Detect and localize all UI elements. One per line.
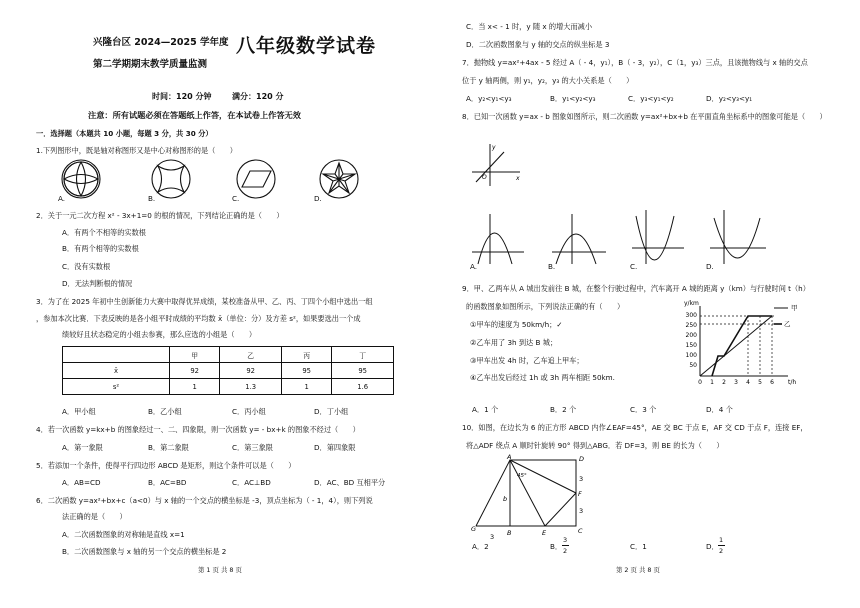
ytick: 50 <box>689 362 697 369</box>
table-cell: x̄ <box>63 363 170 379</box>
q10-option-c: C．1 <box>630 542 647 551</box>
q9-line-jia <box>700 316 772 376</box>
q10-label-a: A <box>507 453 512 461</box>
q10-option-d-bar <box>718 545 725 546</box>
q9-statement-1: ①甲车的速度为 50km/h；✓ <box>470 320 563 329</box>
q9-legend-jia: 甲 <box>791 304 798 312</box>
q10-label-g: G <box>471 525 477 533</box>
q6-option-c: C．当 x< - 1 时，y 随 x 的增大而减小 <box>466 22 593 31</box>
table-row <box>63 379 394 395</box>
q2-stem: 2．关于一元二次方程 x² - 3x+1=0 的根的情况，下列结论正确的是（ ） <box>36 211 284 220</box>
q4-stem: 4．若一次函数 y=kx+b 的图象经过一、二、四象限，则一次函数 y= - bx+k 的图象不经过（ ） <box>36 425 360 434</box>
q10-label-small-b: b <box>503 495 508 503</box>
q6-line2: 法正确的是（ ） <box>62 512 127 521</box>
ytick: 250 <box>685 322 697 329</box>
q4-option-c: C．第三象限 <box>232 443 273 452</box>
q10-label-b: B <box>507 529 512 537</box>
q9-xlabel: t/h <box>788 379 797 386</box>
q10-option-a: A．2 <box>472 542 489 551</box>
q6-option-b: B．二次函数图象与 x 轴的另一个交点的横坐标是 2 <box>62 547 227 556</box>
q7-option-b: B．y₁<y₂<y₃ <box>550 94 596 103</box>
q9-legend-yi: 乙 <box>784 320 791 328</box>
svg-text:x: x <box>516 175 520 182</box>
q4-option-a: A．第一象限 <box>62 443 103 452</box>
q4-option-b: B．第二象限 <box>148 443 189 452</box>
q7-line2: 位于 y 轴两侧，则 y₁，y₂，y₃ 的大小关系是（ ） <box>462 76 634 85</box>
q1-option-a: A. <box>58 194 66 203</box>
q7-option-d: D．y₂<y₃<y₁ <box>706 94 753 103</box>
ytick: 300 <box>685 312 697 319</box>
table-cell: 甲 <box>170 347 220 363</box>
q1-figure-b <box>152 160 190 198</box>
table-cell: 95 <box>332 363 394 379</box>
table-cell <box>63 347 170 363</box>
q8-graph-c <box>632 210 684 264</box>
q2-option-b: B．有两个相等的实数根 <box>62 244 139 253</box>
q7-line1: 7．抛物线 y=ax²+4ax - 5 经过 A（ - 4，y₁），B（ - 3，y₂），C（1，y₃）三点，且该抛物线与 x 轴的交点 <box>462 58 808 67</box>
q9-option-c: C．3 个 <box>630 405 657 414</box>
q9-option-a: A．1 个 <box>472 405 499 414</box>
q5-stem: 5．若添加一个条件，使得平行四边形 ABCD 是矩形，则这个条件可以是（ ） <box>36 461 296 470</box>
q8-graph-b <box>552 214 606 264</box>
table-cell: 丙 <box>281 347 331 363</box>
table-cell: 95 <box>281 363 331 379</box>
table-cell: 乙 <box>220 347 282 363</box>
xtick: 0 <box>698 379 702 386</box>
q8-line-graph <box>470 142 522 188</box>
q10-option-d-den: 2 <box>719 547 724 555</box>
q6-line1: 6．二次函数 y=ax²+bx+c（a<0）与 x 轴的一个交点的横坐标是 -3，顶点坐标为（ - 1，4），则下列说 <box>36 496 373 505</box>
q10-label-3c: 3 <box>579 507 584 515</box>
table-row <box>63 363 394 379</box>
xtick: 1 <box>710 379 714 386</box>
xtick: 6 <box>770 379 774 386</box>
q3-line3: 绩较好且状态稳定的小组去参赛，那么应选的小组是（ ） <box>62 330 257 339</box>
q5-option-d: D．AC、BD 互相平分 <box>314 478 386 487</box>
q1-option-b: B. <box>148 194 156 203</box>
xtick: 5 <box>758 379 762 386</box>
q8-option-d: D. <box>706 262 714 271</box>
ytick: 200 <box>685 332 697 339</box>
q9-line-yi <box>712 316 772 376</box>
q5-option-a: A．AB=CD <box>62 478 101 487</box>
ytick: 100 <box>685 352 697 359</box>
q3-option-c: C．丙小组 <box>232 407 266 416</box>
q10-label-f: F <box>578 490 582 498</box>
table-header-row <box>63 347 394 363</box>
q5-option-c: C．AC⊥BD <box>232 478 271 487</box>
q1-option-d: D. <box>314 194 322 203</box>
q8-graph-d <box>710 210 766 264</box>
q3-option-b: B．乙小组 <box>148 407 182 416</box>
q8-graph-a <box>472 214 524 264</box>
q1-figure-c <box>237 160 275 198</box>
q9-statement-4: ④乙车出发后经过 1h 或 3h 两车相距 50km. <box>470 373 615 382</box>
q10-label-3a: 3 <box>490 533 495 541</box>
q1-figure-d <box>320 160 358 198</box>
q1-figure-a <box>62 160 100 198</box>
svg-text:y: y <box>492 144 496 151</box>
q2-option-d: D．无法判断根的情况 <box>62 279 133 288</box>
table-cell: 92 <box>220 363 282 379</box>
q10-label-e: E <box>542 529 547 537</box>
exam-notice: 注意：所有试题必须在答题纸上作答，在本试卷上作答无效 <box>88 110 301 120</box>
q9-option-d: D．4 个 <box>706 405 733 414</box>
q10-line2: 将△ADF 绕点 A 顺时针旋转 90° 得到△ABG．若 DF=3，则 BE 的长为（ ） <box>466 441 724 450</box>
q10-label-3b: 3 <box>579 475 584 483</box>
q9-ylabel: y/km <box>684 300 699 307</box>
section-title: 一．选择题（本题共 10 小题，每题 3 分，共 30 分） <box>36 129 213 138</box>
q1-option-c: C. <box>232 194 240 203</box>
q3-option-a: A．甲小组 <box>62 407 96 416</box>
q4-option-d: D．第四象限 <box>314 443 356 452</box>
q10-label-c: C <box>578 527 583 535</box>
q5-option-b: B．AC=BD <box>148 478 187 487</box>
q10-option-b: B． <box>550 542 563 551</box>
q8-option-c: C. <box>630 262 638 271</box>
ytick: 150 <box>685 342 697 349</box>
q10-option-b-den: 2 <box>563 547 568 555</box>
q3-option-d: D．丁小组 <box>314 407 349 416</box>
q7-option-a: A．y₂<y₁<y₃ <box>466 94 512 103</box>
q9-statement-2: ②乙车用了 3h 到达 B 城； <box>470 338 558 347</box>
exam-time: 时间：120 分钟 <box>152 92 212 101</box>
q6-option-a: A．二次函数图象的对称轴是直线 x=1 <box>62 530 185 539</box>
q9-line1: 9．甲、乙两车从 A 城出发前往 B 城，在整个行驶过程中，汽车离开 A 城的距离 y（km）与行驶时间 t（h） <box>462 284 810 293</box>
q9-statement-3: ③甲车出发 4h 时，乙车追上甲车； <box>470 356 584 365</box>
q10-option-d-num: 1 <box>719 536 724 544</box>
q10-square-figure <box>470 453 590 543</box>
right-page-footer: 第 2 页 共 8 页 <box>616 566 660 574</box>
table-cell: 1 <box>281 379 331 395</box>
xtick: 3 <box>734 379 738 386</box>
q10-label-angle: 45° <box>517 473 527 479</box>
q10-line1: 10．如图，在边长为 6 的正方形 ABCD 内作∠EAF=45°，AE 交 BC 于点 E，AF 交 CD 于点 F，连接 EF， <box>462 423 808 432</box>
q10-option-d: D． <box>706 542 719 551</box>
right-page <box>430 0 860 608</box>
exam-title: 八年级数学试卷 <box>236 35 377 57</box>
q10-option-b-num: 3 <box>563 536 568 544</box>
exam-score: 满分：120 分 <box>232 92 284 101</box>
q7-option-c: C．y₃<y₁<y₂ <box>628 94 674 103</box>
q8-parabola-options <box>470 208 770 266</box>
q8-stem: 8．已知一次函数 y=ax - b 图象如图所示，则二次函数 y=ax²+bx+b 在平面直角坐标系中的图象可能是（ ） <box>462 112 827 121</box>
q10-option-b-bar <box>562 545 569 546</box>
q3-line1: 3．为了在 2025 年初中生创新能力大赛中取得优异成绩，某校准备从甲、乙、丙、丁四个小组中选出一组 <box>36 297 373 306</box>
q6-option-d: D．二次函数图象与 y 轴的交点的纵坐标是 3 <box>466 40 610 49</box>
xtick: 2 <box>722 379 726 386</box>
q9-distance-time-graph <box>678 300 808 390</box>
table-cell: 1.3 <box>220 379 282 395</box>
semester-header: 第二学期期末教学质量监测 <box>93 59 208 70</box>
q8-option-b: B. <box>548 262 556 271</box>
table-cell: 1.6 <box>332 379 394 395</box>
q1-stem: 1.下列图形中，既是轴对称图形又是中心对称图形的是（ ） <box>36 146 237 155</box>
table-cell: 1 <box>170 379 220 395</box>
q9-line2: 的函数图象如图所示，下列说法正确的有（ ） <box>466 302 625 311</box>
table-cell: 92 <box>170 363 220 379</box>
district-header: 兴隆台区 2024—2025 学年度 <box>93 37 229 48</box>
left-page-footer: 第 1 页 共 8 页 <box>198 566 242 574</box>
q9-option-b: B．2 个 <box>550 405 577 414</box>
q3-score-table <box>62 346 394 395</box>
q2-option-a: A．有两个不相等的实数根 <box>62 228 146 237</box>
q10-label-d: D <box>579 455 585 463</box>
svg-text:O: O <box>482 174 487 181</box>
q2-option-c: C．没有实数根 <box>62 262 111 271</box>
q8-option-a: A. <box>470 262 478 271</box>
table-cell: 丁 <box>332 347 394 363</box>
xtick: 4 <box>746 379 750 386</box>
table-cell: s² <box>63 379 170 395</box>
q3-line2: ，参加本次比赛．下表反映的是各小组平时成绩的平均数 x̄（单位：分）及方差 s²，如果要选出一个成 <box>36 314 361 323</box>
